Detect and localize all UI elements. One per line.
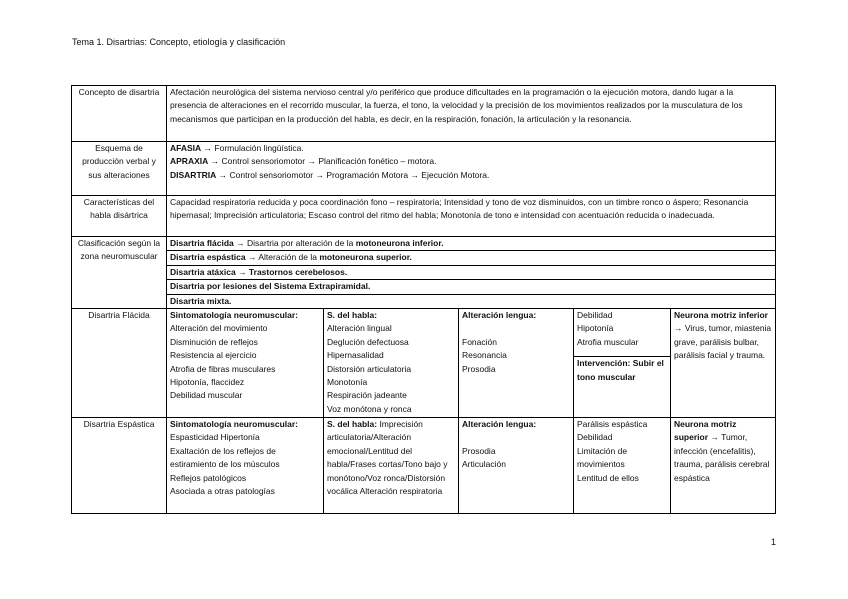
concepto-label: Concepto de disartria: [72, 86, 167, 142]
page-number: 1: [771, 537, 777, 547]
espastica-label: Disartria Espástica: [72, 418, 167, 514]
flacida-neurona: Neurona motriz inferior → Virus, tumor, miastenia grave, parálisis bulbar, parálisis facial y trauma.: [671, 309, 776, 418]
concepto-text: Afectación neurológica del sistema nervioso central y/o periférico que produce dificultades en la programación o la ejecución motora, dando lugar a la presencia de alteraciones en el recorrido muscular, la fuerza, el tono, la velocidad y la precisión de los movimientos realizados por la musculatura de los mecanismos que participan en la producción del habla, es decir, en la respiración, fonación, la articulación y la resonancia.: [167, 86, 776, 142]
caracteristicas-label: Características del habla disártrica: [72, 196, 167, 237]
clasif-mixta: Disartria mixta.: [167, 294, 776, 308]
esquema-afasia: AFASIA → Formulación lingüística.: [170, 143, 304, 153]
row-esquema: [72, 142, 776, 196]
clasif-flacida: Disartria flácida → Disartria por alteración de la motoneurona inferior.: [167, 237, 776, 251]
espastica-signos: Parálisis espástica Debilidad Limitación de movimientos Lentitud de ellos: [574, 418, 671, 514]
row-caracteristicas: [72, 196, 776, 237]
esquema-disartria: DISARTRIA → Control sensoriomotor → Programación Motora → Ejecución Motora.: [170, 169, 490, 180]
page-header: Tema 1. Disartrias: Concepto, etiología y clasificación: [72, 37, 286, 47]
espastica-sintomatologia: Sintomatología neuromuscular: Espasticidad Hipertonía Exaltación de los reflejos de estiramiento de los músculos Reflejos patológicos Asociada a otras patologías: [167, 418, 324, 514]
esquema-label: Esquema de producción verbal y sus alteraciones: [72, 142, 167, 196]
flacida-habla: S. del habla: Alteración lingual Deglución defectuosa Hipernasalidad Distorsión articulatoria Monotonía Respiración jadeante Voz monótona y ronca: [324, 309, 459, 418]
row-clasif-2: [72, 251, 776, 265]
row-flacida: [72, 309, 776, 418]
caracteristicas-text: Capacidad respiratoria reducida y poca coordinación fono – respiratoria; Intensidad y tono de voz disminuidos, con un timbre ronco o áspero; Resonancia hipernasal; Imprecisión articulatoria; Escaso control del ritmo del habla; Monotonía de tono e intensidad con acentuación reducida o inadecuada.: [167, 196, 776, 237]
clasif-espastica: Disartria espástica → Alteración de la motoneurona superior.: [167, 251, 776, 265]
espastica-lengua: Alteración lengua: Prosodia Articulación: [459, 418, 574, 514]
clasif-ataxica: Disartria atáxica → Trastornos cerebelosos.: [167, 265, 776, 279]
clasif-extrapiramidal: Disartria por lesiones del Sistema Extrapiramidal.: [167, 280, 776, 294]
esquema-apraxia: APRAXIA → Control sensoriomotor → Planificación fonético – motora.: [170, 156, 437, 167]
row-clasif-3: [72, 265, 776, 279]
clasificacion-label: Clasificación según la zona neuromuscular: [72, 237, 167, 309]
row-clasif-1: [72, 237, 776, 251]
flacida-label: Disartria Flácida: [72, 309, 167, 418]
row-clasif-5: [72, 294, 776, 308]
row-espastica: [72, 418, 776, 514]
row-clasif-4: [72, 280, 776, 294]
flacida-sintomatologia: Sintomatología neuromuscular: Alteración del movimiento Disminución de reflejos Resistencia al ejercicio Atrofia de fibras musculares Hipotonía, flaccidez Debilidad muscular: [167, 309, 324, 418]
flacida-signos: Debilidad Hipotonía Atrofia muscular Intervención: Subir el tono muscular: [574, 309, 671, 418]
esquema-content: [167, 142, 776, 196]
row-concepto: [72, 86, 776, 142]
espastica-neurona: Neurona motriz superior → Tumor, infección (encefalitis), trauma, parálisis cerebral espástica: [671, 418, 776, 514]
flacida-lengua: Alteración lengua: Fonación Resonancia Prosodia: [459, 309, 574, 418]
disartria-table: [71, 85, 776, 514]
flacida-intervencion: Intervención: Subir el tono muscular: [574, 356, 670, 384]
espastica-habla: S. del habla: Imprecisión articulatoria/Alteración emocional/Lentitud del habla/Frases cortas/Tono bajo y monótono/Voz ronca/Distorsión vocálica Alteración respiratoria: [324, 418, 459, 514]
